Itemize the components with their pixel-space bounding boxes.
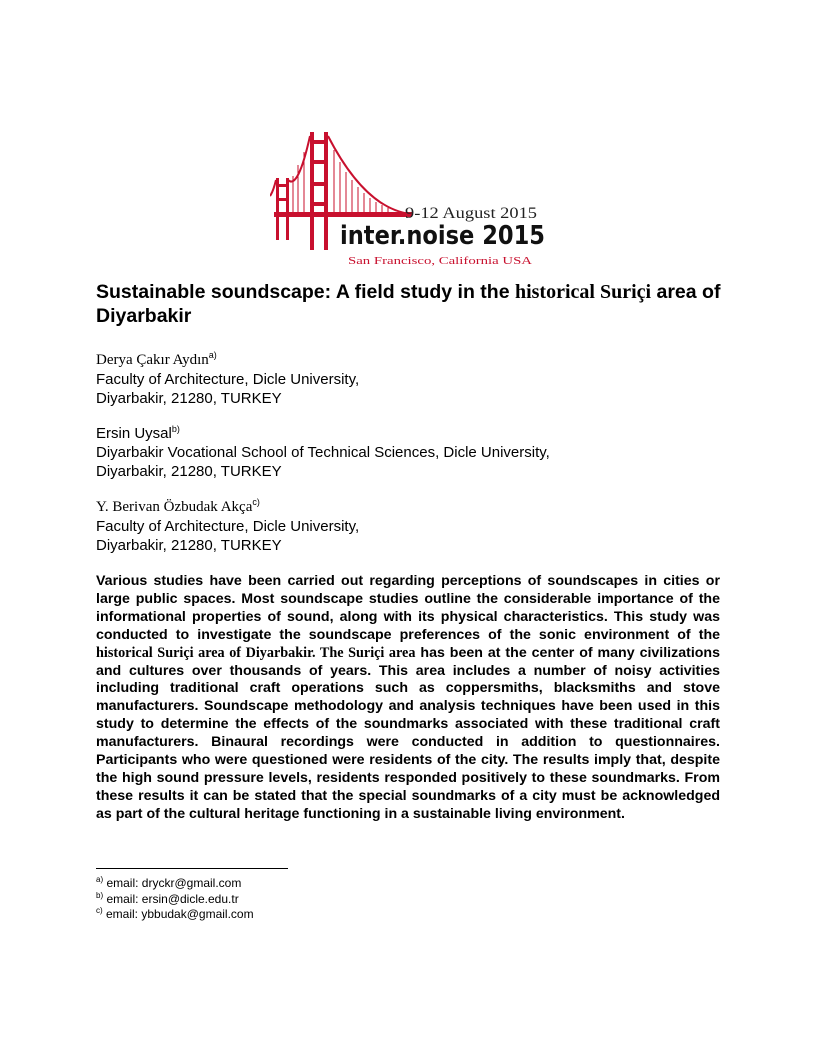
author-block (96, 424, 550, 481)
footnote-item (96, 876, 254, 892)
abstract (96, 573, 720, 824)
author-address: Diyarbakir, 21280, TURKEY (96, 390, 282, 407)
conference-brand: inter.noise 2015 (340, 221, 545, 251)
footnote-mark: c) (96, 906, 103, 915)
author-footnote-mark: b) (171, 424, 180, 434)
conference-dates: 9-12 August 2015 (405, 205, 537, 222)
author-address: Diyarbakir, 21280, TURKEY (96, 537, 282, 554)
author-name: Derya Çakır Aydın (96, 352, 209, 368)
footnote-mark: a) (96, 875, 104, 884)
footnote-divider (96, 868, 288, 869)
title-part-1: Sustainable soundscape: A field study in the (96, 281, 515, 303)
author-affiliation: Diyarbakir Vocational School of Technical Sciences, Dicle University, (96, 444, 550, 461)
conference-location: San Francisco, California USA (348, 255, 533, 267)
abstract-serif-span: historical Suriçi area of Diyarbakir. The Suriçi area (96, 644, 416, 661)
author-affiliation: Faculty of Architecture, Dicle University, (96, 371, 360, 388)
author-block (96, 497, 359, 555)
title-part-3: area of Diyarbakir (96, 281, 721, 327)
paper-title (96, 280, 736, 328)
author-name: Ersin Uysal (96, 425, 172, 442)
footnote-email: email: ersin@dicle.edu.tr (103, 891, 239, 906)
footnote-mark: b) (96, 890, 104, 900)
author-block (96, 350, 359, 408)
author-affiliation: Faculty of Architecture, Dicle University, (96, 518, 360, 535)
conference-logo (270, 130, 560, 270)
footnote-email: email: ybbudak@gmail.com (102, 907, 254, 921)
footnote-item (96, 892, 254, 908)
title-part-2: historical Suriçi (514, 281, 652, 303)
author-address: Diyarbakir, 21280, TURKEY (96, 463, 282, 480)
abstract-text-1: Various studies have been carried out regarding perceptions of soundscapes in cities or large public spaces. Most soundscape studies outline the considerable importance of the informational properties of sound, along with its physical characteristics. This study was conducted to investigate the soundscape preferences of the sonic environment of the (96, 573, 720, 643)
author-footnote-mark: a) (208, 350, 217, 360)
footnotes (96, 876, 254, 923)
footnote-email: email: dryckr@gmail.com (103, 876, 242, 890)
author-footnote-mark: c) (252, 497, 260, 507)
author-name: Y. Berivan Özbudak Akça (96, 499, 253, 515)
abstract-text-2: has been at the center of many civilizations and cultures over thousands of years. This area includes a number of noisy activities including traditional craft operations such as coppersmiths, blacksmiths and stove manufacturers. Soundscape methodology and analysis techniques have been used in this study to determine the effects of the soundmarks associated with these traditional craft manufacturers. Binaural recordings were conducted in addition to questionnaires. Participants who were questioned were residents of the city. The results imply that, despite the high sound pressure levels, residents responded positively to these soundmarks. From these results it can be stated that the special soundmarks of a city must be acknowledged as part of the cultural heritage functioning in a sustainable living environment. (96, 644, 720, 822)
footnote-item (96, 907, 254, 923)
